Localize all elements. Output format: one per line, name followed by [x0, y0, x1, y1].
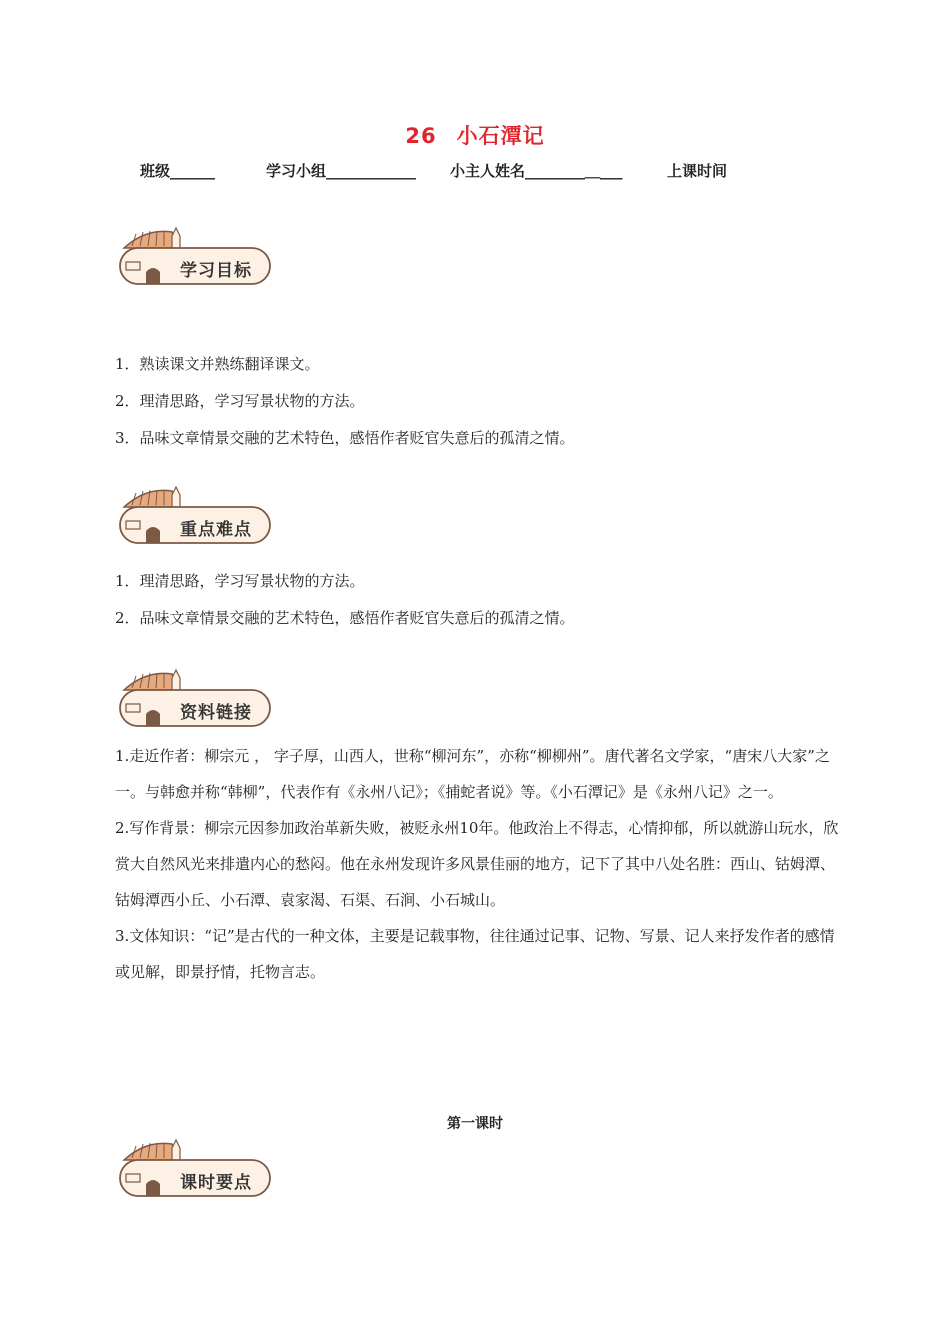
key-points-list [115, 568, 845, 642]
section-title-key-points: 重点难点 [180, 520, 252, 540]
list-item: 3.文体知识：“记”是古代的一种文体，主要是记载事物，往往通过记事、记物、写景、记人来抒发作者的感情或见解，即景抒情，托物言志。 [115, 927, 835, 981]
page-title [0, 120, 950, 150]
group-field-label: 学习小组____________ [266, 162, 417, 180]
class-field-label: 班级______ [140, 162, 216, 180]
section-title-goals: 学习目标 [180, 261, 252, 281]
lesson-title: 小石潭记 [456, 124, 545, 148]
list-item: 2．品味文章情景交融的艺术特色，感悟作者贬官失意后的孤清之情。 [115, 609, 575, 627]
lesson-heading: 第一课时 [447, 1116, 503, 1132]
section-badge-key-points [116, 485, 276, 547]
section-badge-goals [116, 226, 276, 288]
list-item: 1.走近作者：柳宗元 ， 字子厚，山西人，世称“柳河东”，亦称“柳柳州”。唐代著名文学家，“唐宋八大家”之一。与韩愈并称“韩柳”，代表作有《永州八记》；《捕蛇者说》等。《小石潭记》是《永州八记》之一。 [115, 747, 830, 801]
resources-list [115, 738, 845, 990]
lesson-number: 26 [405, 124, 437, 148]
time-field-label: 上课时间 [667, 162, 728, 180]
list-item: 1．理清思路，学习写景状物的方法。 [115, 572, 365, 590]
name-field-label: 小主人姓名________＿___ [450, 162, 623, 180]
goals-list [115, 351, 845, 462]
list-item: 2.写作背景：柳宗元因参加政治革新失败，被贬永州10年。他政治上不得志，心情抑郁，所以就游山玩水，欣赏大自然风光来排遣内心的愁闷。他在永州发现许多风景佳丽的地方，记下了其中八处名胜：西山、钴姆潭、钴姆潭西小丘、小石潭、袁家渴、石渠、石涧、小石城山。 [115, 819, 839, 909]
section-title-lesson-points: 课时要点 [180, 1173, 252, 1193]
list-item: 3．品味文章情景交融的艺术特色，感悟作者贬官失意后的孤清之情。 [115, 429, 575, 447]
section-title-resources: 资料链接 [180, 703, 252, 723]
section-badge-resources [116, 668, 276, 730]
list-item: 2．理清思路，学习写景状物的方法。 [115, 392, 365, 410]
section-badge-lesson-points [116, 1138, 276, 1200]
list-item: 1．熟读课文并熟练翻译课文。 [115, 355, 320, 373]
